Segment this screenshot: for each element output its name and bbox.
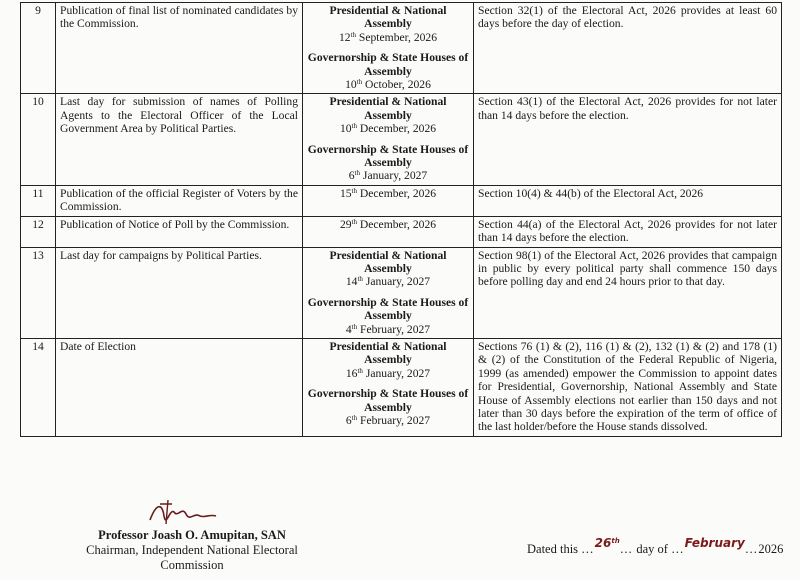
date-group: [307, 4, 469, 44]
date-group: [307, 143, 469, 183]
date-group-heading: Governorship & State Houses of Assembly: [307, 387, 469, 414]
row-number: 13: [21, 247, 56, 338]
date-cell: [303, 247, 474, 338]
table-row: [21, 247, 782, 338]
date-value: 6th February, 2027: [345, 413, 431, 427]
date-group-heading: Presidential & National Assembly: [329, 4, 447, 31]
dated-line: Dated this …26th… day of …February…2026: [527, 536, 784, 556]
row-number: 10: [21, 94, 56, 185]
date-cell: [303, 216, 474, 247]
date-group-heading: Presidential & National Assembly: [329, 248, 447, 275]
date-group-heading: Presidential & National Assembly: [329, 339, 447, 367]
signature-block: [62, 528, 322, 573]
dated-prefix: Dated this: [527, 542, 582, 556]
dated-year: 2026: [758, 542, 784, 556]
date-cell: [303, 338, 474, 436]
date-group: [307, 218, 469, 231]
date-group-heading: Presidential & National Assembly: [329, 95, 447, 122]
date-value: 10th December, 2026: [339, 122, 437, 136]
dated-middle: day of: [633, 542, 672, 556]
row-number: 12: [21, 216, 56, 247]
activity-cell: Last day for submission of names of Polling Agents to the Electoral Officer of the Local Government Area by Political Parties.: [56, 94, 303, 185]
table-row: [21, 216, 782, 247]
date-group: [307, 95, 469, 135]
signatory-name: Professor Joash O. Amupitan, SAN: [98, 528, 286, 542]
date-group-heading: Governorship & State Houses of Assembly: [307, 51, 469, 78]
activity-cell: Publication of final list of nominated candidates by the Commission.: [56, 3, 303, 94]
date-group-heading: Governorship & State Houses of Assembly: [307, 295, 469, 323]
date-value: 16th January, 2027: [345, 366, 431, 380]
legal-reference-cell: Section 10(4) & 44(b) of the Electoral Act, 2026: [474, 185, 782, 216]
date-value: 4th February, 2027: [345, 322, 431, 336]
activity-cell: Last day for campaigns by Political Parties.: [56, 247, 303, 338]
legal-reference-cell: Sections 76 (1) & (2), 116 (1) & (2), 132 (1) & (2) and 178 (1) & (2) of the Constitution of the Federal Republic of Nigeria, 1999 (as amended) empower the Commission to appoint dates for Presidential, Governorship, National Assembly and State House of Assembly elections not earlier than 150 days and not later than 30 days before the expiration of the term of office of the last holder/before the House stands dissolved.: [474, 338, 782, 436]
date-value: 15th December, 2026: [339, 186, 437, 200]
activity-cell: Date of Election: [56, 338, 303, 436]
election-timetable-table: [20, 2, 782, 437]
row-number: 14: [21, 338, 56, 436]
date-group: [307, 340, 469, 380]
date-group-heading: Governorship & State Houses of Assembly: [307, 142, 469, 170]
signature-scribble: [142, 498, 222, 532]
legal-reference-cell: Section 44(a) of the Electoral Act, 2026 provides for not later than 14 days before the election.: [474, 216, 782, 247]
legal-reference-cell: Section 32(1) of the Electoral Act, 2026 provides at least 60 days before the day of election.: [474, 3, 782, 94]
date-value: 14th January, 2027: [345, 275, 431, 289]
date-group: [307, 249, 469, 289]
date-cell: [303, 94, 474, 185]
row-number: 11: [21, 185, 56, 216]
table-row: [21, 94, 782, 185]
row-number: 9: [21, 3, 56, 94]
date-value: 6th January, 2027: [348, 169, 428, 183]
table-row: [21, 185, 782, 216]
table-row: [21, 3, 782, 94]
legal-reference-cell: Section 43(1) of the Electoral Act, 2026 provides for not later than 14 days before the election.: [474, 94, 782, 185]
date-cell: [303, 3, 474, 94]
dated-month: February: [684, 536, 745, 550]
date-group: [307, 51, 469, 91]
signatory-title: Chairman, Independent National Electoral Commission: [86, 543, 298, 572]
date-group: [307, 187, 469, 200]
table-row: [21, 338, 782, 436]
date-value: 12th September, 2026: [338, 30, 438, 44]
date-cell: [303, 185, 474, 216]
activity-cell: Publication of Notice of Poll by the Commission.: [56, 216, 303, 247]
date-value: 29th December, 2026: [339, 217, 437, 231]
date-value: 10th October, 2026: [345, 78, 431, 92]
legal-reference-cell: Section 98(1) of the Electoral Act, 2026 provides that campaign in public by every political party shall commence 150 days before polling day and end 24 hours prior to that day.: [474, 247, 782, 338]
date-group: [307, 387, 469, 427]
date-group: [307, 296, 469, 336]
dated-day: 26th: [594, 536, 620, 550]
activity-cell: Publication of the official Register of Voters by the Commission.: [56, 185, 303, 216]
